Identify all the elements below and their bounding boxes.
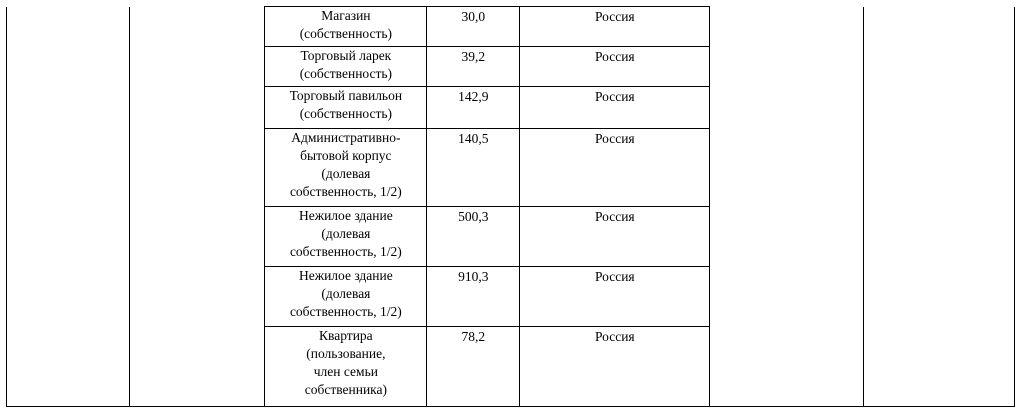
country-cell: Россия [520,87,710,129]
area-cell: 142,9 [427,87,520,129]
area-cell: 30,0 [427,7,520,47]
blank-cell [130,7,265,407]
property-type-cell: Квартира (пользование, член семьи собственника) [265,327,427,407]
area-cell: 500,3 [427,207,520,267]
table-row [7,7,1015,47]
property-type-cell: Нежилое здание (долевая собственность, 1/2) [265,267,427,327]
area-cell: 39,2 [427,47,520,87]
property-type-cell: Торговый ларек (собственность) [265,47,427,87]
property-type-cell: Магазин (собственность) [265,7,427,47]
blank-cell [7,7,130,407]
property-type-cell: Административно- бытовой корпус (долевая собственность, 1/2) [265,129,427,207]
blank-cell [710,7,863,407]
property-type-cell: Нежилое здание (долевая собственность, 1/2) [265,207,427,267]
country-cell: Россия [520,327,710,407]
country-cell: Россия [520,267,710,327]
document-page [6,6,1015,407]
country-cell: Россия [520,129,710,207]
area-cell: 140,5 [427,129,520,207]
property-table [6,6,1015,407]
blank-cell [863,7,1014,407]
area-cell: 910,3 [427,267,520,327]
country-cell: Россия [520,207,710,267]
country-cell: Россия [520,47,710,87]
area-cell: 78,2 [427,327,520,407]
property-type-cell: Торговый павильон (собственность) [265,87,427,129]
country-cell: Россия [520,7,710,47]
